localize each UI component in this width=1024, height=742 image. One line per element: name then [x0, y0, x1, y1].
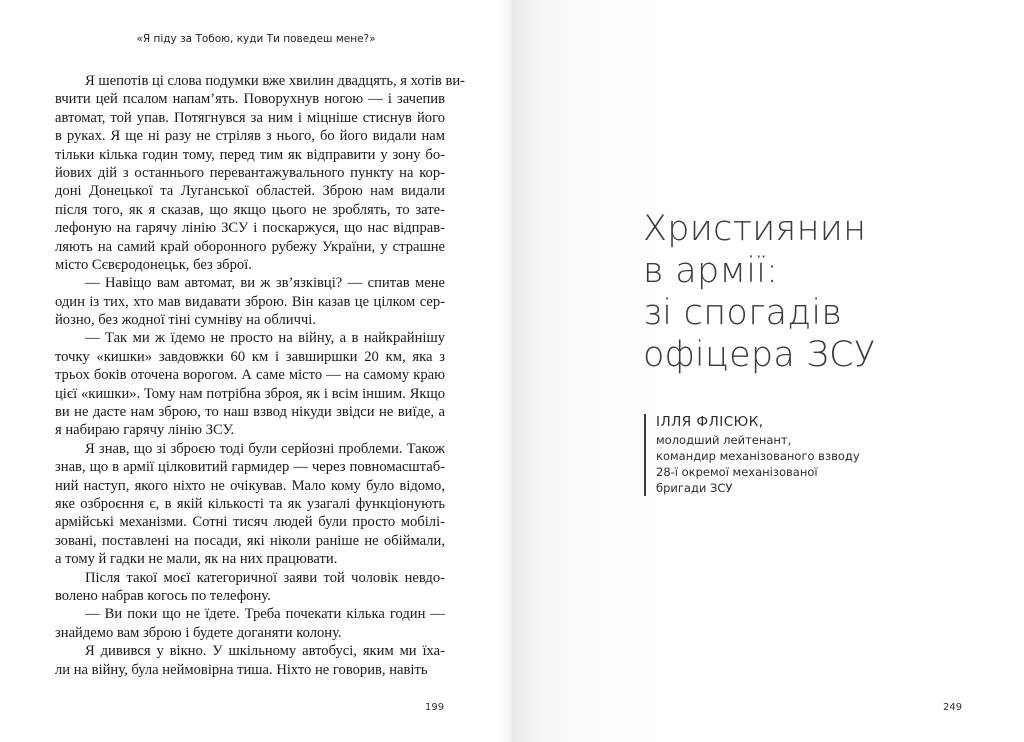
text-line: армійські механізми. Сотні тисяч людей були просто мобілі- — [55, 514, 445, 531]
text-line: Я знав, що зі зброєю тоді були серйозні проблеми. Також — [85, 440, 445, 457]
chapter-title-line: офіцера ЗСУ — [643, 335, 876, 375]
text-line: доні Донецької та Луганської областей. Зброю нам видали — [55, 183, 445, 200]
text-line: волено набрав когось по телефону. — [55, 587, 271, 604]
text-line: тільки кілька годин тому, перед тим як відправити у зону бо- — [55, 146, 445, 163]
author-role — [656, 432, 916, 496]
text-line: яке озброєння є, в якій кількості та як узагалі функціонують — [55, 495, 445, 512]
page-number-left: 199 — [425, 702, 445, 713]
text-line: Я дивився у вікно. У шкільному автобусі, яким ми їха- — [85, 643, 445, 660]
running-head: «Я піду за Тобою, куди Ти поведеш мене?» — [136, 33, 376, 45]
text-line: лефоную на гарячу лінію ЗСУ і поскаржуся, що нас відправ- — [55, 220, 445, 237]
text-line: — Так ми ж їдемо не просто на війну, а в найкрайнішу — [85, 330, 445, 347]
text-line: точку «кишки» завдовжки 60 км і завширшки 20 км, яка з — [55, 348, 445, 365]
text-line: місто Сєвєродонецьк, без зброї. — [55, 256, 252, 273]
text-line: а тому й гадки не мали, як на них працювати. — [55, 551, 338, 568]
text-line: Я шепотів ці слова подумки вже хвилин двадцять, я хотів ви- — [85, 73, 466, 89]
text-line: ний наступ, якого ніхто не очікував. Мало кому було відомо, — [55, 477, 445, 494]
text-line: один із тих, хто мав видавати зброю. Він казав це цілком сер- — [55, 293, 445, 310]
author-role-line: бригади ЗСУ — [656, 481, 733, 495]
text-line: Після такої моєї категоричної заяви той чоловік невдо- — [85, 569, 445, 586]
text-line: — Навіщо вам автомат, ви ж зв’язківці? — спитав мене — [85, 275, 445, 292]
chapter-title-line: зі спогадів — [643, 293, 843, 333]
text-line: ви не дасте нам зброю, то наш взвод нікуди звідси не виїде, а — [55, 404, 445, 421]
gutter-shadow — [496, 0, 512, 742]
body-text — [55, 72, 466, 679]
author-block — [644, 414, 916, 496]
text-line: знав, що в армії цілковитий гармидер — через повномасштаб- — [55, 459, 445, 476]
text-line: автомат, той упав. Потягнувся за ним і міцніше стиснув його — [55, 109, 445, 126]
chapter-title-line: Християнин — [643, 209, 867, 249]
author-name: ІЛЛЯ ФЛІСЮК, — [656, 414, 764, 430]
text-line: в руках. Я ще ні разу не стріляв з нього, бо його видали нам — [55, 128, 445, 145]
chapter-title — [643, 208, 876, 376]
author-role-line: 28-ї окремої механізованої — [656, 465, 818, 479]
text-line: — Ви поки що не їдете. Треба почекати кілька годин — — [85, 606, 445, 623]
text-line: йозно, без жодної тіні сумніву на обличчі. — [55, 312, 316, 329]
author-role-line: командир механізованого взводу — [656, 449, 860, 463]
author-role-line: молодший лейтенант, — [656, 433, 792, 447]
text-line: трьох боків оточена ворогом. А саме місто — на самому краю — [55, 367, 445, 384]
text-line: ляють на самий край оборонного рубежу України, у страшне — [55, 238, 445, 255]
text-line: зовані, поставлені на посади, які ніколи раніше не обіймали, — [55, 532, 445, 549]
chapter-title-line: в армії: — [643, 251, 779, 291]
text-line: я набираю гарячу лінію ЗСУ. — [55, 422, 235, 439]
text-line: ли на війну, була неймовірна тиша. Ніхто не говорив, навіть — [55, 661, 428, 678]
text-line: вчити цей псалом напам’ять. Поворухнув ногою — і зачепив — [55, 91, 445, 108]
text-line: знайдемо вам зброю і будете доганяти колону. — [55, 624, 342, 641]
page-number-right: 249 — [943, 702, 963, 713]
text-line: після того, як я сказав, що якщо цього не зроблять, то зате- — [55, 201, 445, 218]
text-line: йових дій з останнього перевантажувального пункту на кор- — [55, 164, 445, 181]
text-line: цієї «кишки». Тому нам потрібна зброя, як і всім іншим. Якщо — [55, 385, 445, 402]
